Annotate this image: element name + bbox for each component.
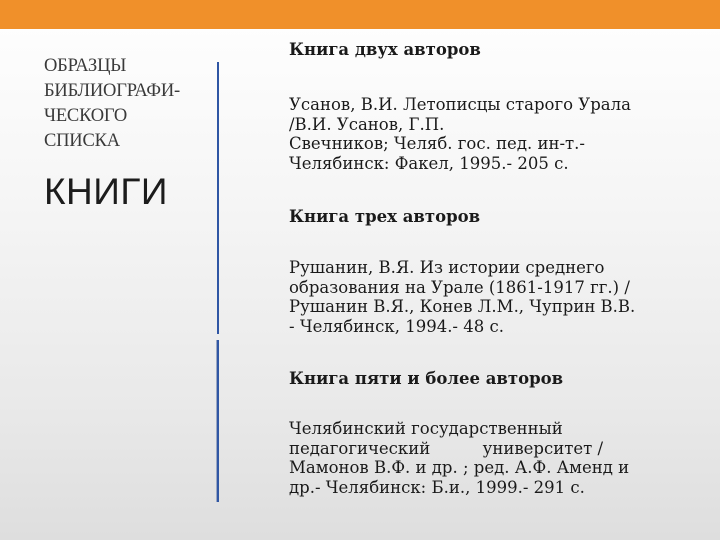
- bibliography-entry: [289, 419, 694, 497]
- entry-heading: Книга двух авторов: [289, 40, 481, 59]
- entry-line: Рушанин, В.Я. Из истории среднего: [289, 258, 605, 277]
- slide-title-line: ОБРАЗЦЫ: [44, 56, 127, 76]
- bibliography-entry: [289, 258, 694, 336]
- entry-line: - Челябинск, 1994.- 48 с.: [289, 316, 504, 336]
- entry-line: др.- Челябинск: Б.и., 1999.- 291 с.: [289, 477, 585, 497]
- top-accent-bar: [0, 0, 720, 29]
- entry-line: образования на Урале (1861-1917 гг.) /: [289, 277, 630, 297]
- entry-line: Рушанин В.Я., Конев Л.М., Чуприн В.В.: [289, 297, 636, 316]
- entry-line: Мамонов В.Ф. и др. ; ред. А.Ф. Аменд и: [289, 458, 630, 477]
- bibliography-entry: [289, 95, 694, 173]
- slide-title-line: ЧЕСКОГО: [44, 106, 128, 126]
- entry-line: Усанов, В.И. Летописцы старого Урала: [289, 95, 631, 114]
- entry-line: Свечников; Челяб. гос. пед. ин-т.-: [289, 134, 585, 153]
- entry-line: Челябинский государственный: [289, 419, 563, 438]
- entry-heading: Книга трех авторов: [289, 207, 481, 226]
- vertical-divider-bottom: [216, 340, 219, 502]
- entry-line: /В.И. Усанов, Г.П.: [289, 114, 445, 134]
- vertical-divider-top: [217, 62, 219, 334]
- entry-heading: Книга пяти и более авторов: [289, 369, 564, 388]
- entry-line: Челябинск: Факел, 1995.- 205 с.: [289, 153, 569, 173]
- slide-title-line: СПИСКА: [44, 131, 120, 151]
- slide-title-line: БИБЛИОГРАФИ-: [44, 81, 180, 101]
- entry-line: педагогический университет /: [289, 438, 604, 458]
- section-title: КНИГИ: [44, 171, 168, 212]
- slide-title: [44, 54, 219, 154]
